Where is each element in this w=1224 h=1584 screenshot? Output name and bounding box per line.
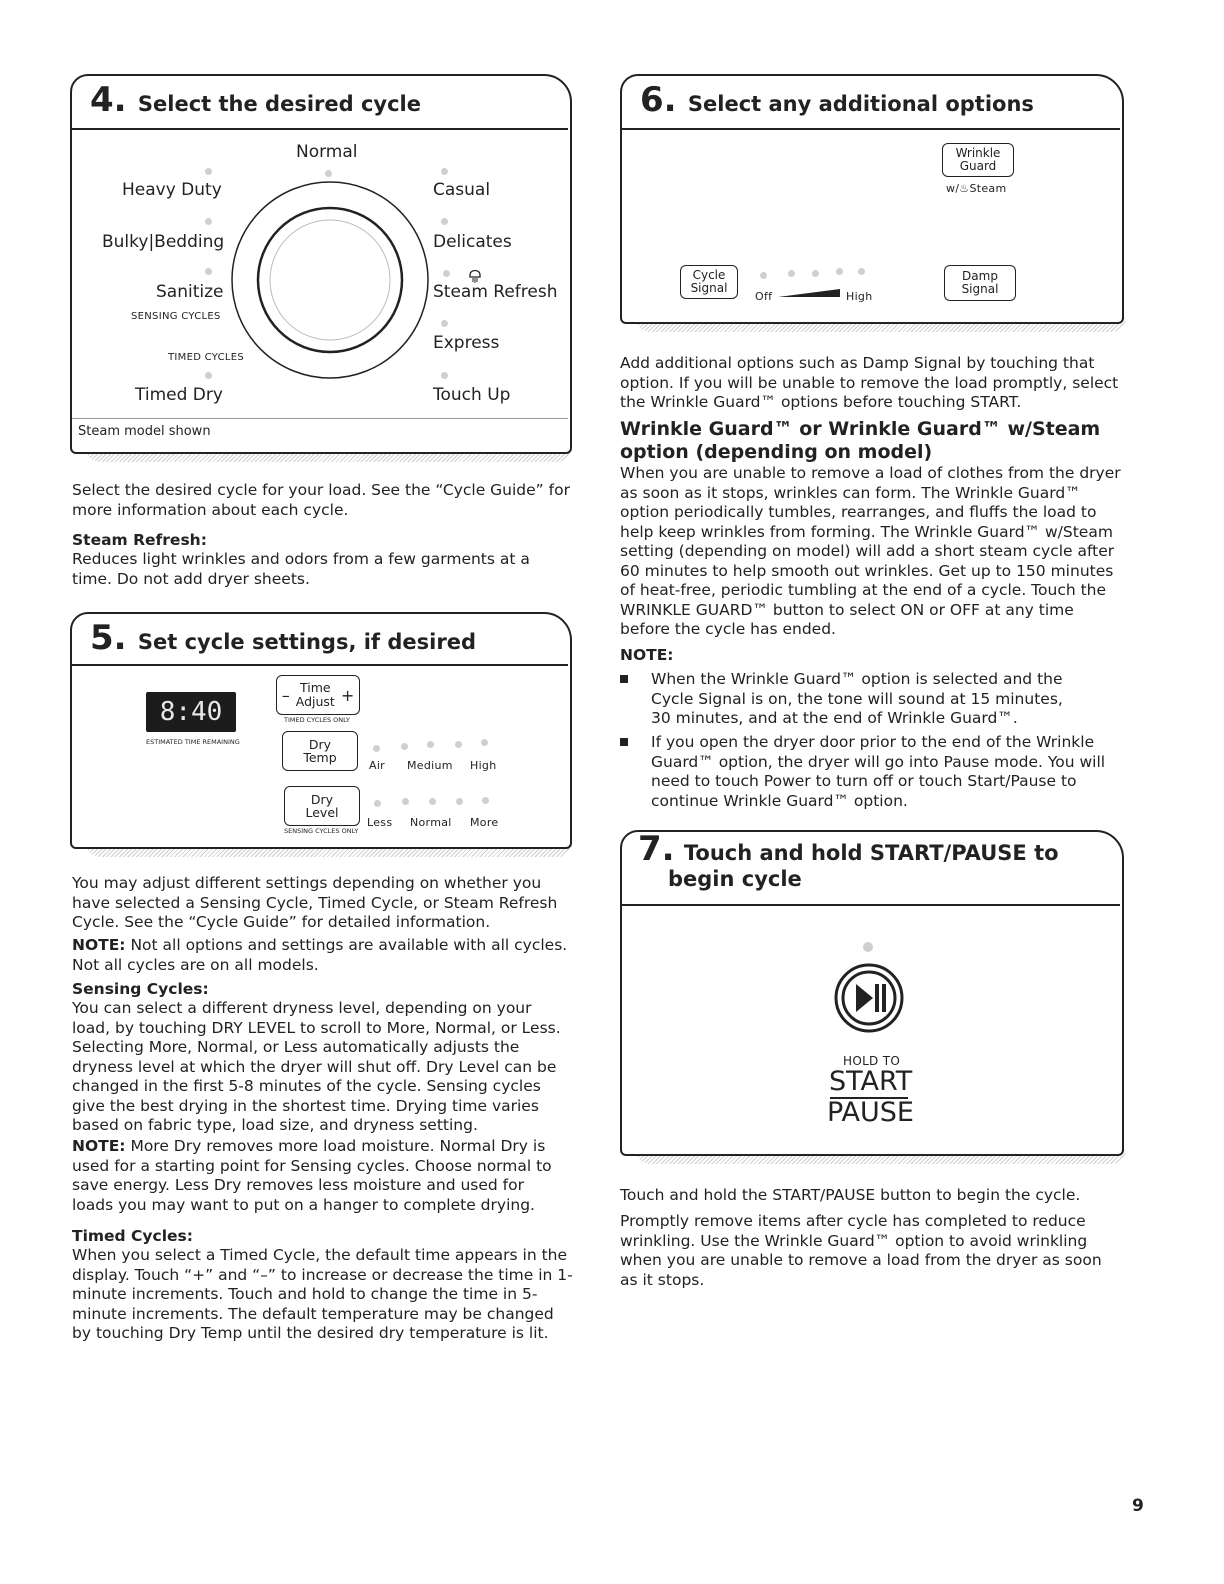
cycle-express-indicator <box>441 320 448 327</box>
cycle-timed-dry-indicator <box>205 372 212 379</box>
dry-temp-medium: Medium <box>407 759 453 772</box>
step5-note1-label: NOTE: <box>72 936 126 954</box>
cycle-bulky-bedding[interactable]: Bulky|Bedding <box>102 232 225 252</box>
cycle-express[interactable]: Express <box>433 333 500 353</box>
cycle-heavy-duty-indicator <box>205 168 212 175</box>
hold-to-label: HOLD TO <box>843 1054 901 1068</box>
cycle-touch-up-indicator <box>441 372 448 379</box>
dry-level-less-indicator <box>374 800 381 807</box>
damp-signal-button[interactable] <box>944 265 1016 301</box>
dry-level-normal-indicator <box>429 798 436 805</box>
start-pause-indicator <box>863 942 873 952</box>
cycle-sanitize[interactable]: Sanitize <box>156 282 224 302</box>
cycle-signal-1-indicator <box>760 272 767 279</box>
cycle-casual[interactable]: Casual <box>433 180 491 200</box>
cycle-normal[interactable]: Normal <box>296 142 358 162</box>
time-adjust-minus[interactable]: – <box>281 685 290 705</box>
cycle-signal-high: High <box>846 290 873 303</box>
cycle-signal-label-2: Signal <box>690 281 728 295</box>
cycle-bulky-bedding-indicator <box>205 218 212 225</box>
sensing-cycles-label: SENSING CYCLES <box>131 311 221 322</box>
cycle-timed-dry[interactable]: Timed Dry <box>135 385 223 405</box>
step6-note-label: NOTE: <box>620 646 674 664</box>
wrinkle-guard-button[interactable] <box>942 143 1014 177</box>
note-bullet-2 <box>620 738 628 746</box>
steam-refresh-text: Reduces light wrinkles and odors from a few garments at a time. Do not add dryer sheets. <box>72 550 530 588</box>
dry-level-4-indicator <box>456 798 463 805</box>
cycle-heavy-duty[interactable]: Heavy Duty <box>122 180 222 200</box>
step6-title-text: Select any additional options <box>687 92 1034 116</box>
note-bullet-2-text: If you open the dryer door prior to the end of the Wrinkle Guard™ option, the dryer will go into Pause mode. You will need to touch Power to turn off or touch Start/Pause to continue Wrinkle Guard™ option. <box>651 733 1106 810</box>
step6-number: 6. <box>640 80 677 120</box>
wrinkle-guard-label-2: Guard <box>959 159 997 173</box>
time-display-value: 8:40 <box>159 697 223 727</box>
step5-title <box>90 618 476 658</box>
step5-note2 <box>72 1137 570 1215</box>
note-bullet-1-text: When the Wrinkle Guard™ option is selected and the Cycle Signal is on, the tone will sound at 15 minutes, 30 minutes, and at the end of Wrinkle Guard™. <box>651 670 1063 727</box>
step5-note1 <box>72 936 570 975</box>
sensing-cycles-heading: Sensing Cycles: <box>72 980 209 998</box>
step4-caption-divider <box>72 418 568 419</box>
cycle-selector-knob[interactable] <box>258 208 402 352</box>
cycle-signal-5-indicator <box>858 268 865 275</box>
cycle-steam-refresh-indicator <box>443 270 450 277</box>
time-display <box>146 692 236 732</box>
wrinkle-guard-steam-sub: w/♨Steam <box>946 182 1007 195</box>
dry-level-label-2: Level <box>305 805 339 820</box>
cycle-signal-2-indicator <box>788 270 795 277</box>
cycle-signal-4-indicator <box>836 268 843 275</box>
dry-temp-button[interactable] <box>282 731 358 771</box>
dry-temp-air: Air <box>369 759 386 772</box>
volume-ramp-icon <box>778 288 840 298</box>
step4-caption: Steam model shown <box>78 424 211 439</box>
cycle-signal-off: Off <box>755 290 773 303</box>
timed-cycles-heading: Timed Cycles: <box>72 1227 193 1245</box>
dry-temp-label-2: Temp <box>303 750 337 765</box>
cycle-touch-up[interactable]: Touch Up <box>433 385 511 405</box>
step5-title-divider <box>72 664 568 666</box>
timed-cycles-only-note: TIMED CYCLES ONLY <box>284 716 350 724</box>
cycle-delicates-indicator <box>441 218 448 225</box>
step7-title-line1: Touch and hold START/PAUSE to <box>683 841 1059 865</box>
time-adjust-label-2: Adjust <box>295 694 335 709</box>
time-adjust-label-1: Time <box>299 680 331 695</box>
step6-body: Add additional options such as Damp Signal by touching that option. If you will be unable to remove the load promptly, select the Wrinkle Guard™ options before touching START. <box>620 354 1119 411</box>
step4-title <box>90 80 421 120</box>
step7-title <box>638 829 1059 892</box>
dry-level-more-indicator <box>482 797 489 804</box>
dry-level-button[interactable] <box>284 786 360 826</box>
dry-level-more: More <box>470 816 499 829</box>
time-adjust-button[interactable] <box>276 675 360 715</box>
dry-temp-air-indicator <box>373 745 380 752</box>
cycle-casual-indicator <box>441 168 448 175</box>
step7-body2: Promptly remove items after cycle has completed to reduce wrinkling. Use the Wrinkle Guard™ option to avoid wrinkling when you are unable to remove a load from the dryer as soon as it stops. <box>620 1212 1102 1289</box>
dry-temp-label-1: Dry <box>308 737 332 752</box>
pause-label: PAUSE <box>827 1097 914 1128</box>
note-bullet-1 <box>620 675 628 683</box>
step4-title-divider <box>72 128 568 130</box>
wrinkle-guard-label-1: Wrinkle <box>955 146 1001 160</box>
step7-number: 7. <box>638 829 675 869</box>
dry-level-2-indicator <box>402 798 409 805</box>
step4-title-text: Select the desired cycle <box>137 92 421 116</box>
step6-title <box>640 80 1034 120</box>
sensing-cycles-text: You can select a different dryness level, depending on your load, by touching DRY LEVEL to scroll to More, Normal, or Less. Selecting More, Normal, or Less automatically adjusts the dryness level at which the dryer will shut off. Dry Level can be changed in the first 5-8 minutes of the cycle. Sensing cycles give the best drying in the shortest time. Drying time varies based on fabric type, load size, and dryness setting. <box>72 999 561 1134</box>
step7-title-divider <box>622 904 1120 906</box>
steam-refresh-heading: Steam Refresh: <box>72 531 207 549</box>
dry-level-normal: Normal <box>410 816 452 829</box>
dry-level-less: Less <box>367 816 393 829</box>
sensing-cycles-only-note: SENSING CYCLES ONLY <box>284 827 359 835</box>
time-adjust-plus[interactable]: + <box>340 685 355 705</box>
dry-temp-medium-indicator <box>427 741 434 748</box>
timed-cycles-label: TIMED CYCLES <box>168 352 245 363</box>
cycle-signal-3-indicator <box>812 270 819 277</box>
cycle-normal-indicator <box>325 170 332 177</box>
cycle-delicates[interactable]: Delicates <box>433 232 512 252</box>
wrinkle-guard-text: When you are unable to remove a load of clothes from the dryer as soon as it stops, wrinkles can form. The Wrinkle Guard™ option periodically tumbles, rearranges, and fluffs the load to help keep wrinkles from forming. The Wrinkle Guard™ w/Steam setting (depending on model) will add a short steam cycle after 60 minutes to help smooth out wrinkles. Get up to 150 minutes of heat-free, periodic tumbling at the end of a cycle. Touch the WRINKLE GUARD™ button to select ON or OFF at any time before the cycle has ended. <box>620 464 1121 638</box>
step5-note2-text: More Dry removes more load moisture. Normal Dry is used for a starting point for Sensing cycles. Choose normal to save energy. Less Dry removes less moisture and used for loads you may want to put on a hanger to complete drying. <box>72 1137 552 1214</box>
wrinkle-guard-heading: Wrinkle Guard™ or Wrinkle Guard™ w/Steam option (depending on model) <box>620 418 1101 463</box>
cycle-steam-refresh[interactable]: Steam Refresh <box>433 282 558 302</box>
step4-body: Select the desired cycle for your load. See the “Cycle Guide” for more information about each cycle. <box>72 481 570 519</box>
cycle-sanitize-indicator <box>205 268 212 275</box>
damp-signal-label-1: Damp <box>962 269 998 283</box>
page-number: 9 <box>1132 1496 1144 1516</box>
estimated-time-label: ESTIMATED TIME REMAINING <box>146 738 240 746</box>
step4-number: 4. <box>90 80 127 120</box>
start-label: START <box>829 1066 913 1097</box>
step7-title-line2: begin cycle <box>668 867 802 891</box>
step5-title-text: Set cycle settings, if desired <box>137 630 476 654</box>
dry-level-label-1: Dry <box>310 792 334 807</box>
step5-body: You may adjust different settings depending on whether you have selected a Sensing Cycle, Timed Cycle, or Steam Refresh Cycle. See the “Cycle Guide” for detailed information. <box>72 874 558 931</box>
dry-temp-high-indicator <box>481 739 488 746</box>
dry-temp-4-indicator <box>455 741 462 748</box>
step5-note2-label: NOTE: <box>72 1137 126 1155</box>
start-pause-button[interactable] <box>833 962 905 1034</box>
dry-temp-2-indicator <box>401 743 408 750</box>
step7-body1: Touch and hold the START/PAUSE button to begin the cycle. <box>620 1186 1081 1204</box>
timed-cycles-text: When you select a Timed Cycle, the default time appears in the display. Touch “+” and “–” to increase or decrease the time in 1-minute increments. Touch and hold to change the time in 5-minute increments. The default temperature may be changed by touching Dry Temp until the desired dry temperature is lit. <box>72 1246 573 1342</box>
cycle-signal-button[interactable] <box>680 265 738 299</box>
dry-temp-high: High <box>470 759 497 772</box>
step6-title-divider <box>622 128 1120 130</box>
cycle-signal-label-1: Cycle <box>692 268 726 282</box>
step5-number: 5. <box>90 618 127 658</box>
step5-note1-text: Not all options and settings are available with all cycles. Not all cycles are on all models. <box>72 936 568 974</box>
cycle-dial-graphic <box>220 170 440 390</box>
damp-signal-label-2: Signal <box>961 282 999 296</box>
